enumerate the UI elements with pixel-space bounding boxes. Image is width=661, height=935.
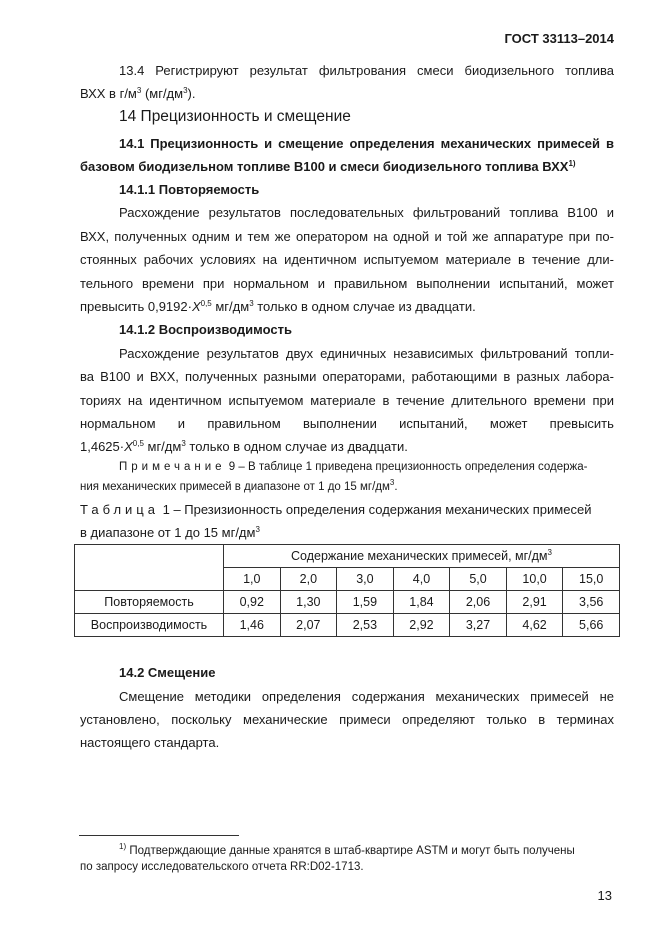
document-header: ГОСТ 33113–2014 — [504, 31, 614, 46]
table-cell: 3,56 — [563, 591, 620, 614]
reproducibility-line1: Расхождение результатов двух единичных независимых фильтрований топли- — [119, 346, 614, 361]
col-header: 4,0 — [393, 568, 450, 591]
table-cell: 2,06 — [450, 591, 507, 614]
table-cell: 2,53 — [337, 614, 394, 637]
table-cell: 1,46 — [224, 614, 281, 637]
table-cell: 1,30 — [280, 591, 337, 614]
table-row — [75, 614, 620, 637]
section-14-1-2-title: 14.1.2 Воспроизводимость — [119, 322, 292, 337]
table-corner-cell — [75, 545, 224, 591]
section-14-1-title-line2: базовом биодизельном топливе В100 и смеси биодизельного топлива ВХХ$^{1)}$ — [80, 159, 576, 174]
precision-table — [74, 544, 620, 637]
row-label: Повторяемость — [75, 591, 224, 614]
section-14-2-title: 14.2 Смещение — [119, 665, 216, 680]
table-1-caption-line2: в диапазоне от 1 до 15 $мг/дм^3$ — [80, 525, 260, 540]
col-header: 15,0 — [563, 568, 620, 591]
table-1-caption-line1: Таблица 1 – Презизионность определения содержания механических примесей — [80, 502, 592, 517]
reproducibility-line5: $1,4625\cdot X^{0,5}$ $мг/дм^3$ только в одном случае из двадцати. — [80, 439, 408, 454]
footnote-divider — [79, 835, 239, 836]
repeatability-line1: Расхождение результатов последовательных фильтрований топлива В100 и — [119, 205, 614, 220]
table-cell: 1,59 — [337, 591, 394, 614]
section-14-title: 14 Прецизионность и смещение — [119, 108, 351, 125]
repeatability-line4: тельного времени при нормальном и правильном выполнении испытаний, может — [80, 276, 614, 291]
bias-line3: настоящего стандарта. — [80, 735, 220, 750]
section-14-1-title-line1: 14.1 Прецизионность и смещение определения механических примесей в — [119, 136, 614, 151]
section-14-1-1-title: 14.1.1 Повторяемость — [119, 182, 260, 197]
table-cell: 4,62 — [506, 614, 563, 637]
page-number: 13 — [597, 888, 612, 903]
para-13-4-line2: ВХХ в $г/м^3$ $(мг/дм^3)$. — [80, 86, 196, 101]
table-cell: 2,92 — [393, 614, 450, 637]
col-header: 10,0 — [506, 568, 563, 591]
repeatability-line5: превысить $0,9192\cdot X^{0,5}$ $мг/дм^3$ только в одном случае из двадцати. — [80, 299, 476, 314]
para-13-4-line1: 13.4 Регистрируют результат фильтрования смеси биодизельного топлива — [119, 63, 614, 78]
repeatability-line3: стоянных рабочих условиях на идентичном испытуемом материале в течение дли- — [80, 252, 614, 267]
col-header: 1,0 — [224, 568, 281, 591]
reproducibility-line3: ториях на идентичном испытуемом материале в течение длительного времени при — [80, 393, 614, 408]
note-9-line1: Примечание 9 – В таблице 1 приведена прецизионность определения содержа- — [119, 461, 588, 473]
note-9-line2: ния механических примесей в диапазоне от 1 до 15 $мг/дм^3$. — [80, 478, 398, 493]
table-header-content: Содержание механических примесей, $мг/дм^3$ — [224, 545, 620, 568]
repeatability-line2: ВХХ, полученных одним и тем же оператором на одной и той же аппаратуре при по- — [80, 229, 614, 244]
table-row — [75, 591, 620, 614]
col-header: 5,0 — [450, 568, 507, 591]
table-cell: 0,92 — [224, 591, 281, 614]
bias-line2: установлено, поскольку механические примеси определяют только в терминах — [80, 712, 614, 727]
table-cell: 3,27 — [450, 614, 507, 637]
reproducibility-line4: нормальном и правильном выполнении испытаний, может превысить — [80, 416, 614, 431]
reproducibility-line2: ва В100 и ВХХ, полученных разными операторами, работающими в разных лабора- — [80, 369, 614, 384]
footnote-line1: $^{1)}$ Подтверждающие данные хранятся в штаб-квартире ASTM и могут быть получены — [119, 842, 575, 857]
footnote-line2: по запросу исследовательского отчета RR:D02-1713. — [80, 861, 364, 873]
row-label: Воспроизводимость — [75, 614, 224, 637]
table-cell: 5,66 — [563, 614, 620, 637]
col-header: 2,0 — [280, 568, 337, 591]
bias-line1: Смещение методики определения содержания механических примесей не — [119, 689, 614, 704]
footnote-ref: 1) — [568, 159, 576, 168]
table-cell: 2,91 — [506, 591, 563, 614]
col-header: 3,0 — [337, 568, 394, 591]
table-cell: 1,84 — [393, 591, 450, 614]
table-cell: 2,07 — [280, 614, 337, 637]
